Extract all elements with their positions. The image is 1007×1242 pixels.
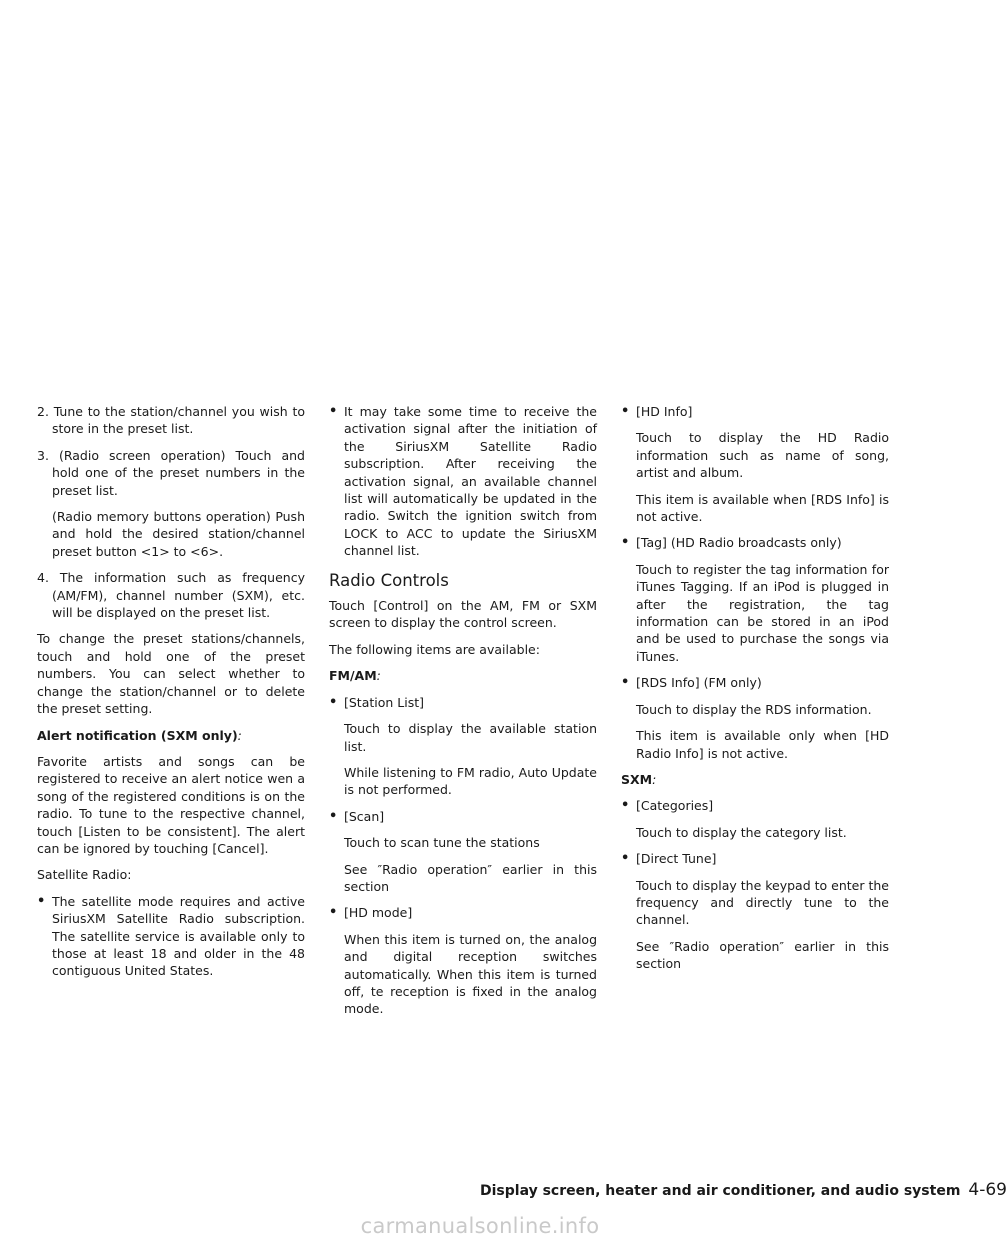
hd-info-note: This item is available when [RDS Info] is not active. [636,491,889,525]
activation-signal-bullet: • It may take some time to receive the activation signal after the initiation of the SiriusXM Satellite Radio subscription. After receiving the activation signal, an available channel list will automatically be updated in the radio. Switch the ignition switch from LOCK to ACC to update the SiriusXM channel list. [329,403,597,560]
station-list-description: Touch to display the available station list. [344,721,597,754]
tag-item: • [Tag] (HD Radio broadcasts only) [621,534,889,551]
hd-info-item: • [HD Info] [621,403,889,420]
hd-mode-description: When this item is turned on, the analog and digital reception switches automatically. When this item is turned off, te reception is fixed in the analog mode. [344,931,597,1017]
items-available-text: The following items are available: [329,641,540,657]
sxm-label: SXM: [621,771,657,787]
satellite-subscription-bullet: • The satellite mode requires and active SiriusXM Satellite Radio subscription. The satellite service is available only to those at least 18 and older in the 48 contiguous United States. [37,893,305,980]
radio-controls-intro: Touch [Control] on the AM, FM or SXM screen to display the control screen. [329,598,597,631]
scan-item: • [Scan] [329,808,597,825]
step-2: 2. Tune to the station/channel you wish to store in the preset list. [37,404,305,437]
rds-info-item: • [RDS Info] (FM only) [621,674,889,691]
rds-info-note: This item is available only when [HD Radio Info] is not active. [636,728,889,761]
step-3-alternative: (Radio memory buttons operation) Push and hold the desired station/channel preset button <1> to <6>. [52,509,305,559]
direct-tune-description: Touch to display the keypad to enter the frequency and directly tune to the channel. [636,877,889,928]
categories-item: • [Categories] [621,797,889,814]
middle-column [329,403,597,1027]
categories-description: Touch to display the category list. [636,824,847,840]
page-footer [480,1180,1007,1200]
step-3: 3. (Radio screen operation) Touch and hold one of the preset numbers in the preset list. [37,447,305,498]
satellite-radio-label: Satellite Radio: [37,867,132,883]
alert-notification-label: Alert notification (SXM only): [37,727,242,743]
step-4: 4. The information such as frequency (AM/FM), channel number (SXM), etc. will be displayed on the preset list. [37,570,305,621]
scan-description: Touch to scan tune the stations [344,835,540,851]
right-column [621,403,889,982]
station-list-item: • [Station List] [329,694,597,711]
station-list-note: While listening to FM radio, Auto Update is not performed. [344,764,597,798]
scan-reference: See ″Radio operation″ earlier in this section [344,861,597,894]
direct-tune-reference: See ″Radio operation″ earlier in this section [636,938,889,972]
hd-mode-item: • [HD mode] [329,904,597,921]
direct-tune-item: • [Direct Tune] [621,850,889,867]
watermark: carmanualsonline.info [360,1214,600,1238]
tag-description: Touch to register the tag information for iTunes Tagging. If an iPod is plugged in after the registration, the tag information can be stored in an iPod and be used to purchase the songs via iTunes. [636,561,889,664]
change-preset-paragraph: To change the preset stations/channels, touch and hold one of the preset numbers. You can select whether to change the station/channel or to delete the preset setting. [37,631,305,717]
section-title: Display screen, heater and air conditioner, and audio system [480,1183,961,1199]
rds-info-description: Touch to display the RDS information. [636,701,872,717]
hd-info-description: Touch to display the HD Radio information such as name of song, artist and album. [636,430,889,481]
fm-am-label: FM/AM: [329,668,381,684]
alert-notification-paragraph: Favorite artists and songs can be registered to receive an alert notice wen a song of the registered conditions is on the radio. To tune to the respective channel, touch [Listen to be consistent]. The alert can be ignored by touching [Cancel]. [37,753,305,856]
radio-controls-heading: Radio Controls [329,570,449,590]
left-column [37,403,305,989]
page-number: 4-69 [968,1180,1007,1200]
